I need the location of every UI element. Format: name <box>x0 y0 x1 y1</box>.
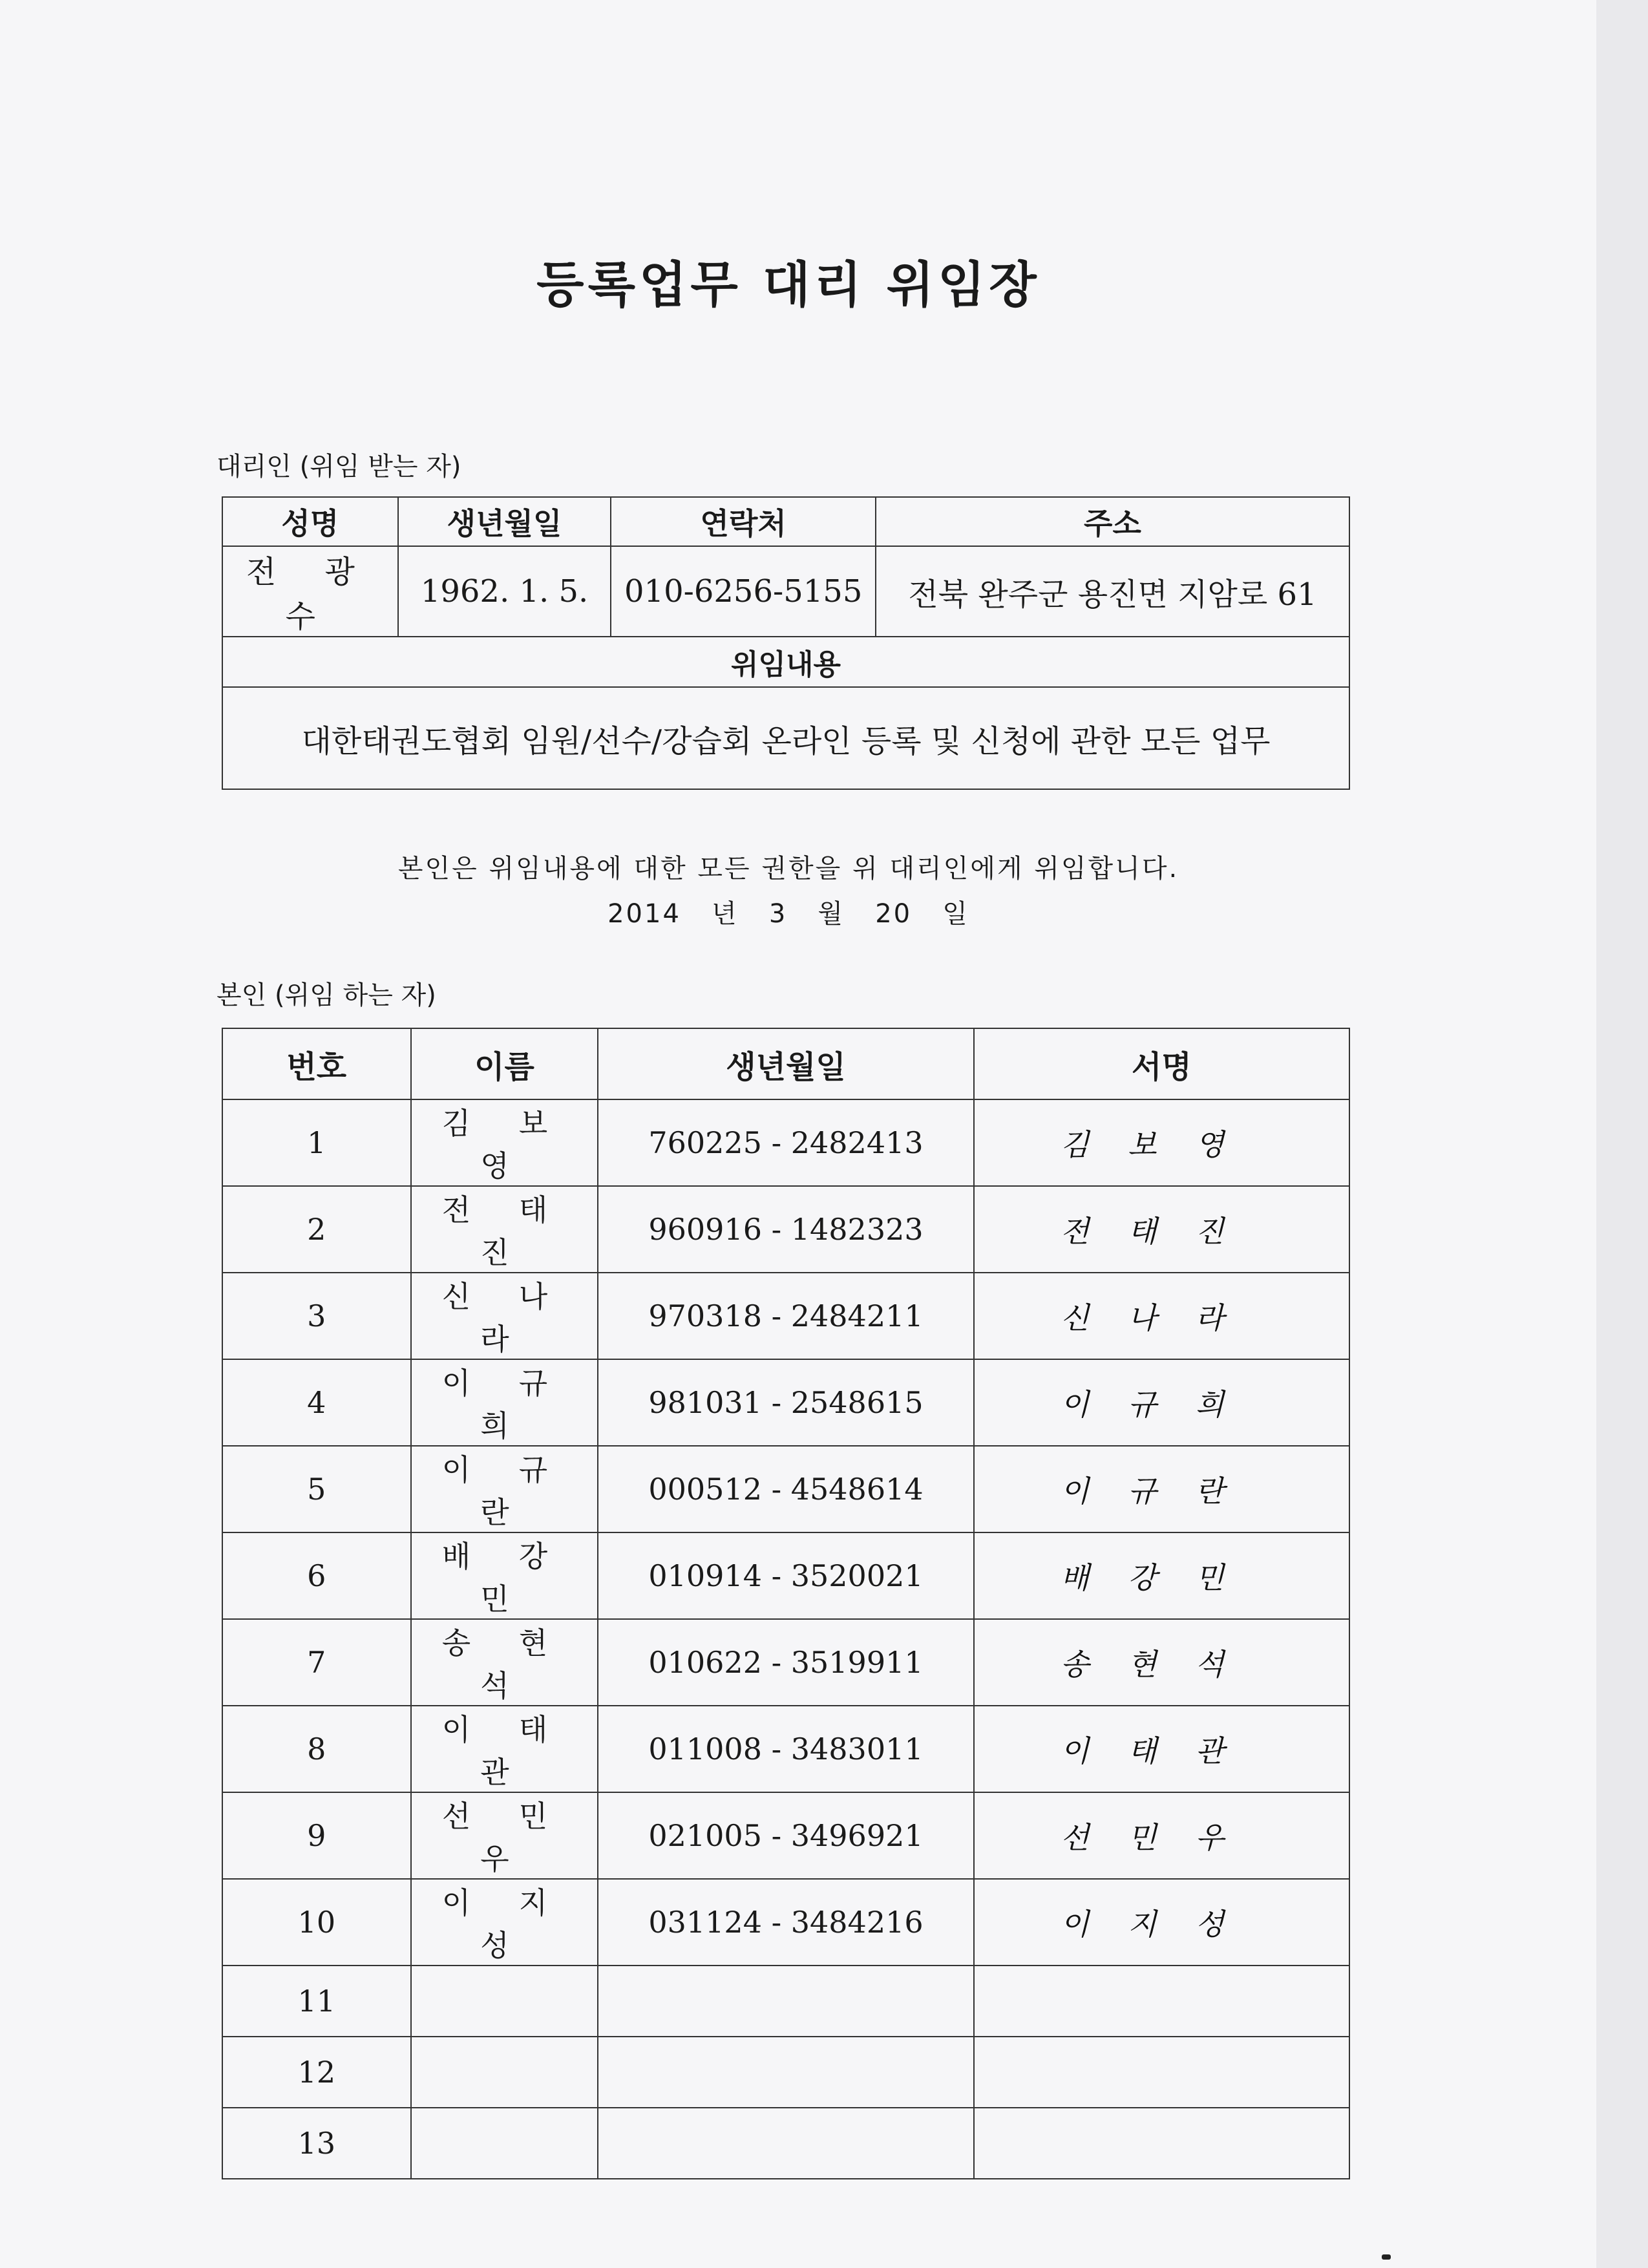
row-birth: 760225 - 2482413 <box>598 1099 973 1186</box>
proxy-address: 전북 완주군 용진면 지암로 61 <box>876 546 1349 637</box>
header-name: 성명 <box>222 497 398 546</box>
proxy-section-label: 대리인 (위임 받는 자) <box>217 452 461 482</box>
row-number: 13 <box>222 2108 411 2179</box>
row-number: 10 <box>222 1879 411 1966</box>
table-row <box>222 1359 1349 1446</box>
table-row <box>222 1099 1349 1186</box>
row-name: 배 강 민 <box>411 1532 598 1619</box>
row-signature <box>974 2108 1349 2179</box>
row-signature <box>974 1966 1349 2037</box>
members-table <box>222 1028 1350 2179</box>
table-row <box>222 1273 1349 1359</box>
row-signature: 전태진 <box>974 1186 1349 1273</box>
scan-mark <box>1382 2254 1391 2260</box>
row-number: 7 <box>222 1619 411 1706</box>
row-signature: 이규란 <box>974 1446 1349 1532</box>
row-birth: 010622 - 3519911 <box>598 1619 973 1706</box>
row-birth: 970318 - 2484211 <box>598 1273 973 1359</box>
proxy-contact: 010-6256-5155 <box>611 546 876 637</box>
scan-edge <box>1596 0 1648 2268</box>
table-row <box>222 1186 1349 1273</box>
statement-date: 2014 년 3 월 20 일 <box>607 899 969 929</box>
row-birth: 000512 - 4548614 <box>598 1446 973 1532</box>
row-signature: 이규희 <box>974 1359 1349 1446</box>
proxy-name: 전 광 수 <box>222 546 398 637</box>
row-birth: 010914 - 3520021 <box>598 1532 973 1619</box>
content-header-row <box>222 637 1349 687</box>
members-header-row <box>222 1028 1349 1099</box>
row-name: 이 지 성 <box>411 1879 598 1966</box>
row-number: 12 <box>222 2037 411 2108</box>
table-row <box>222 1532 1349 1619</box>
row-name: 전 태 진 <box>411 1186 598 1273</box>
header-member-name: 이름 <box>411 1028 598 1099</box>
row-birth: 960916 - 1482323 <box>598 1186 973 1273</box>
header-address: 주소 <box>876 497 1349 546</box>
header-contact: 연락처 <box>611 497 876 546</box>
proxy-data-row <box>222 546 1349 637</box>
row-name: 이 규 희 <box>411 1359 598 1446</box>
header-number: 번호 <box>222 1028 411 1099</box>
row-birth: 981031 - 2548615 <box>598 1359 973 1446</box>
row-name <box>411 1966 598 2037</box>
header-member-birth: 생년월일 <box>598 1028 973 1099</box>
row-name <box>411 2037 598 2108</box>
row-number: 9 <box>222 1792 411 1879</box>
members-body <box>222 1099 1349 2179</box>
members-section-label: 본인 (위임 하는 자) <box>217 980 436 1010</box>
row-signature: 이지성 <box>974 1879 1349 1966</box>
header-signature: 서명 <box>974 1028 1349 1099</box>
row-signature: 김보영 <box>974 1099 1349 1186</box>
row-number: 8 <box>222 1706 411 1792</box>
table-row <box>222 2037 1349 2108</box>
header-birth: 생년월일 <box>398 497 611 546</box>
row-number: 5 <box>222 1446 411 1532</box>
row-signature: 배강민 <box>974 1532 1349 1619</box>
proxy-header-row <box>222 497 1349 546</box>
row-number: 2 <box>222 1186 411 1273</box>
row-signature: 선민우 <box>974 1792 1349 1879</box>
content-header: 위임내용 <box>222 637 1349 687</box>
row-birth: 021005 - 3496921 <box>598 1792 973 1879</box>
row-name: 선 민 우 <box>411 1792 598 1879</box>
row-name: 이 규 란 <box>411 1446 598 1532</box>
row-birth: 031124 - 3484216 <box>598 1879 973 1966</box>
row-signature: 신나라 <box>974 1273 1349 1359</box>
table-row <box>222 1446 1349 1532</box>
row-birth: 011008 - 3483011 <box>598 1706 973 1792</box>
row-name: 김 보 영 <box>411 1099 598 1186</box>
table-row <box>222 1619 1349 1706</box>
row-name <box>411 2108 598 2179</box>
row-birth <box>598 2108 973 2179</box>
row-number: 4 <box>222 1359 411 1446</box>
table-row <box>222 1792 1349 1879</box>
row-name: 송 현 석 <box>411 1619 598 1706</box>
statement-text: 본인은 위임내용에 대한 모든 권한을 위 대리인에게 위임합니다. <box>397 854 1179 884</box>
table-row <box>222 1706 1349 1792</box>
content-text: 대한태권도협회 임원/선수/강습회 온라인 등록 및 신청에 관한 모든 업무 <box>222 687 1349 789</box>
row-signature: 이태관 <box>974 1706 1349 1792</box>
proxy-birth: 1962. 1. 5. <box>398 546 611 637</box>
row-number: 11 <box>222 1966 411 2037</box>
table-row <box>222 2108 1349 2179</box>
row-name: 신 나 라 <box>411 1273 598 1359</box>
row-birth <box>598 1966 973 2037</box>
row-number: 6 <box>222 1532 411 1619</box>
row-signature: 송현석 <box>974 1619 1349 1706</box>
row-signature <box>974 2037 1349 2108</box>
proxy-table <box>222 496 1350 790</box>
table-row <box>222 1966 1349 2037</box>
row-number: 3 <box>222 1273 411 1359</box>
content-row <box>222 687 1349 789</box>
document-title: 등록업무 대리 위임장 <box>536 256 1041 313</box>
row-birth <box>598 2037 973 2108</box>
table-row <box>222 1879 1349 1966</box>
row-name: 이 태 관 <box>411 1706 598 1792</box>
row-number: 1 <box>222 1099 411 1186</box>
